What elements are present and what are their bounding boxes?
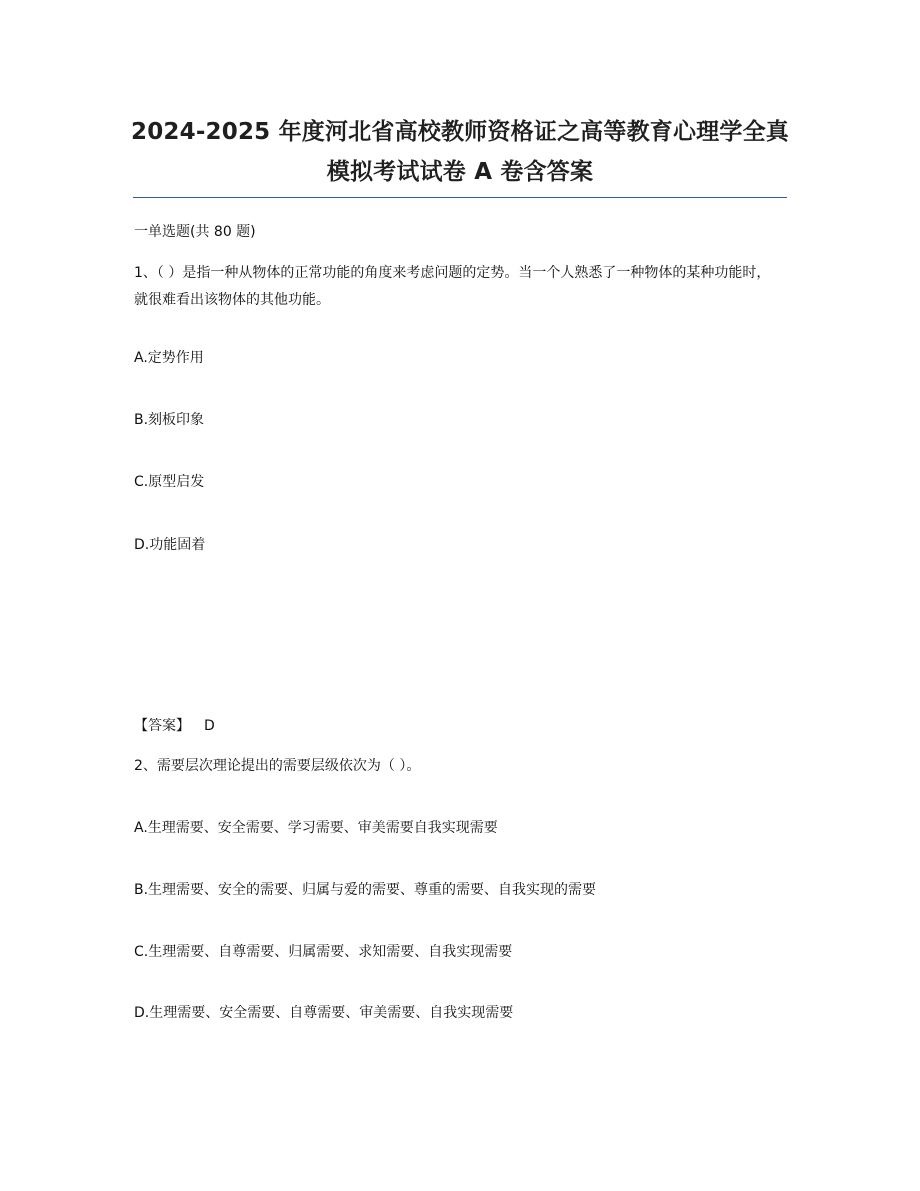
question-1-option-d: D.功能固着 <box>134 537 206 553</box>
section-header: 一单选题(共 80 题) <box>134 224 256 240</box>
answer-value: D <box>204 718 215 734</box>
question-1-option-a: A.定势作用 <box>134 350 204 366</box>
document-title: 2024-2025 年度河北省高校教师资格证之高等教育心理学全真模拟考试试卷 A 卷含答案 <box>131 119 789 185</box>
question-2-option-b: B.生理需要、安全的需要、归属与爱的需要、尊重的需要、自我实现的需要 <box>134 882 597 898</box>
title-divider <box>133 197 787 198</box>
question-1-option-c: C.原型启发 <box>134 474 205 490</box>
question-2-option-a: A.生理需要、安全需要、学习需要、审美需要自我实现需要 <box>134 820 498 836</box>
question-1-answer <box>134 713 215 739</box>
question-2-option-d: D.生理需要、安全需要、自尊需要、审美需要、自我实现需要 <box>134 1005 514 1021</box>
question-1-option-b: B.刻板印象 <box>134 412 205 428</box>
question-1-stem: 1、（ ）是指一种从物体的正常功能的角度来考虑问题的定势。当一个人熟悉了一种物体的某种功能时，就很难看出该物体的其他功能。 <box>134 265 771 308</box>
question-2-option-c: C.生理需要、自尊需要、归属需要、求知需要、自我实现需要 <box>134 944 513 960</box>
question-2-stem: 2、需要层次理论提出的需要层级依次为（ ）。 <box>134 758 421 774</box>
answer-label: 【答案】 <box>134 718 190 734</box>
